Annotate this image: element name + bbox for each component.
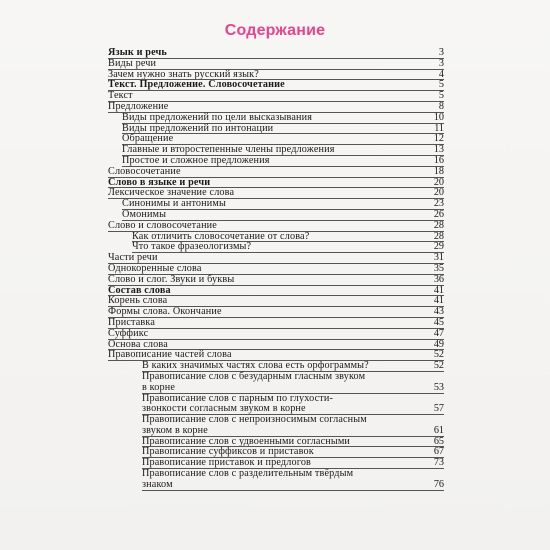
toc-entry-page-number: 43 bbox=[433, 306, 444, 318]
toc-entry-page-number: 12 bbox=[433, 133, 444, 145]
toc-entry-label: Виды предложений по интонации bbox=[122, 122, 274, 134]
toc-entry-page-number: 61 bbox=[433, 424, 444, 436]
toc-entry bbox=[108, 48, 444, 59]
toc-entry-page-number: 31 bbox=[433, 252, 444, 264]
toc-entry bbox=[108, 383, 444, 394]
toc-entry-page-number: 20 bbox=[433, 187, 444, 199]
toc-entry-label: Корень слова bbox=[108, 295, 168, 307]
toc-entry-page-number: 29 bbox=[433, 241, 444, 253]
page-title: Содержание bbox=[224, 22, 326, 39]
toc-entry-label: Главные и второстепенные члены предложения bbox=[122, 144, 335, 156]
toc-entry-label: звонкости согласным звуком в корне bbox=[142, 403, 306, 415]
toc-entry-label: Что такое фразеологизмы? bbox=[132, 241, 252, 253]
toc-entry-label: Правописание слов с парным по глухости- bbox=[142, 392, 333, 404]
toc-entry-page-number: 26 bbox=[433, 208, 444, 220]
toc-entry bbox=[108, 80, 444, 91]
toc-entry-label: Состав слова bbox=[108, 284, 171, 296]
toc-entry-label: Основа слова bbox=[108, 338, 168, 350]
toc-entry-label: Формы слова. Окончание bbox=[108, 306, 222, 318]
toc-entry-label: Текст bbox=[108, 90, 133, 102]
toc-entry-label: Правописание слов с удвоенными согласными bbox=[142, 435, 351, 447]
toc-entry-page-number: 13 bbox=[433, 144, 444, 156]
toc-entry-page-number: 52 bbox=[433, 360, 444, 372]
toc-entry-page-number: 73 bbox=[433, 457, 444, 469]
toc-entry-page-number: 67 bbox=[433, 446, 444, 458]
toc-entry-page-number: 41 bbox=[433, 284, 444, 296]
toc-entry-page-number: 11 bbox=[434, 122, 444, 134]
toc-entry-label: Простое и сложное предложения bbox=[122, 154, 270, 166]
toc-entry-label: Словосочетание bbox=[108, 165, 181, 177]
toc-entry-label: Правописание слов с непроизносимым согласным bbox=[142, 414, 367, 426]
toc-entry-page-number: 8 bbox=[438, 100, 444, 112]
table-of-contents bbox=[108, 48, 444, 491]
toc-entry-label: Лексическое значение слова bbox=[108, 187, 235, 199]
toc-entry-page-number: 36 bbox=[433, 273, 444, 285]
toc-entry-label: звуком в корне bbox=[142, 424, 208, 436]
toc-entry-label: Слово и слог. Звуки и буквы bbox=[108, 273, 235, 285]
toc-entry-page-number: 18 bbox=[433, 165, 444, 177]
toc-entry-label: Однокоренные слова bbox=[108, 262, 202, 274]
toc-entry-page-number: 35 bbox=[433, 262, 444, 274]
toc-entry-label: Текст. Предложение. Словосочетание bbox=[108, 79, 285, 91]
toc-entry-page-number: 76 bbox=[433, 478, 444, 490]
toc-entry-page-number: 28 bbox=[433, 230, 444, 242]
toc-entry-label: Правописание слов с безударным гласным звуком bbox=[142, 370, 366, 382]
toc-entry-label: Обращение bbox=[122, 133, 174, 145]
toc-entry bbox=[108, 307, 444, 318]
toc-entry-page-number: 47 bbox=[433, 327, 444, 339]
toc-entry-label: Слово в языке и речи bbox=[108, 176, 211, 188]
toc-entry-page-number: 5 bbox=[438, 90, 444, 102]
toc-entry-page-number: 5 bbox=[438, 79, 444, 91]
toc-entry-label: Слово и словосочетание bbox=[108, 219, 217, 231]
toc-entry-label: Суффикс bbox=[108, 327, 149, 339]
toc-entry-label: Правописание частей слова bbox=[108, 349, 232, 361]
toc-entry-page-number: 28 bbox=[433, 219, 444, 231]
toc-entry-page-number: 53 bbox=[433, 381, 444, 393]
toc-entry-page-number: 3 bbox=[438, 57, 444, 69]
bleed-through-text bbox=[240, 11, 430, 18]
toc-entry-label: Правописание приставок и предлогов bbox=[142, 457, 312, 469]
toc-entry-label: Синонимы и антонимы bbox=[122, 198, 226, 210]
toc-entry-label: знаком bbox=[142, 478, 173, 490]
toc-entry-page-number: 10 bbox=[433, 111, 444, 123]
toc-entry bbox=[108, 242, 444, 253]
toc-entry-label: Омонимы bbox=[122, 208, 167, 220]
toc-entry-page-number: 45 bbox=[433, 316, 444, 328]
toc-entry-page-number: 49 bbox=[433, 338, 444, 350]
toc-entry-page-number: 23 bbox=[433, 198, 444, 210]
toc-entry-label: Язык и речь bbox=[108, 47, 167, 58]
toc-entry-page-number: 4 bbox=[438, 68, 444, 80]
toc-entry-label: Виды предложений по цели высказывания bbox=[122, 111, 313, 123]
toc-entry-label: В каких значимых частях слова есть орфограммы? bbox=[142, 360, 369, 372]
toc-entry-page-number: 57 bbox=[433, 403, 444, 415]
toc-entry-page-number: 16 bbox=[433, 154, 444, 166]
toc-entry bbox=[108, 221, 444, 232]
toc-entry-label: Приставка bbox=[108, 316, 155, 328]
toc-entry bbox=[108, 167, 444, 178]
toc-entry bbox=[108, 59, 444, 70]
toc-entry-label: Зачем нужно знать русский язык? bbox=[108, 68, 259, 80]
toc-entry bbox=[108, 113, 444, 124]
toc-entry-label: Как отличить словосочетание от слова? bbox=[132, 230, 310, 242]
toc-entry-page-number: 41 bbox=[433, 295, 444, 307]
toc-entry-page-number: 3 bbox=[438, 47, 444, 58]
toc-entry-page-number: 52 bbox=[433, 349, 444, 361]
toc-entry-label: Части речи bbox=[108, 252, 158, 264]
toc-entry-label: Правописание суффиксов и приставок bbox=[142, 446, 314, 458]
toc-entry-page-number: 20 bbox=[433, 176, 444, 188]
toc-entry-page-number: 65 bbox=[433, 435, 444, 447]
toc-entry-label: Правописание слов с разделительным твёрдым bbox=[142, 468, 354, 480]
toc-entry bbox=[108, 329, 444, 340]
toc-entry bbox=[108, 275, 444, 286]
toc-entry-label: Предложение bbox=[108, 100, 169, 112]
toc-entry bbox=[108, 318, 444, 329]
toc-entry bbox=[108, 480, 444, 491]
toc-entry-label: Виды речи bbox=[108, 57, 157, 69]
toc-entry-label: в корне bbox=[142, 381, 175, 393]
